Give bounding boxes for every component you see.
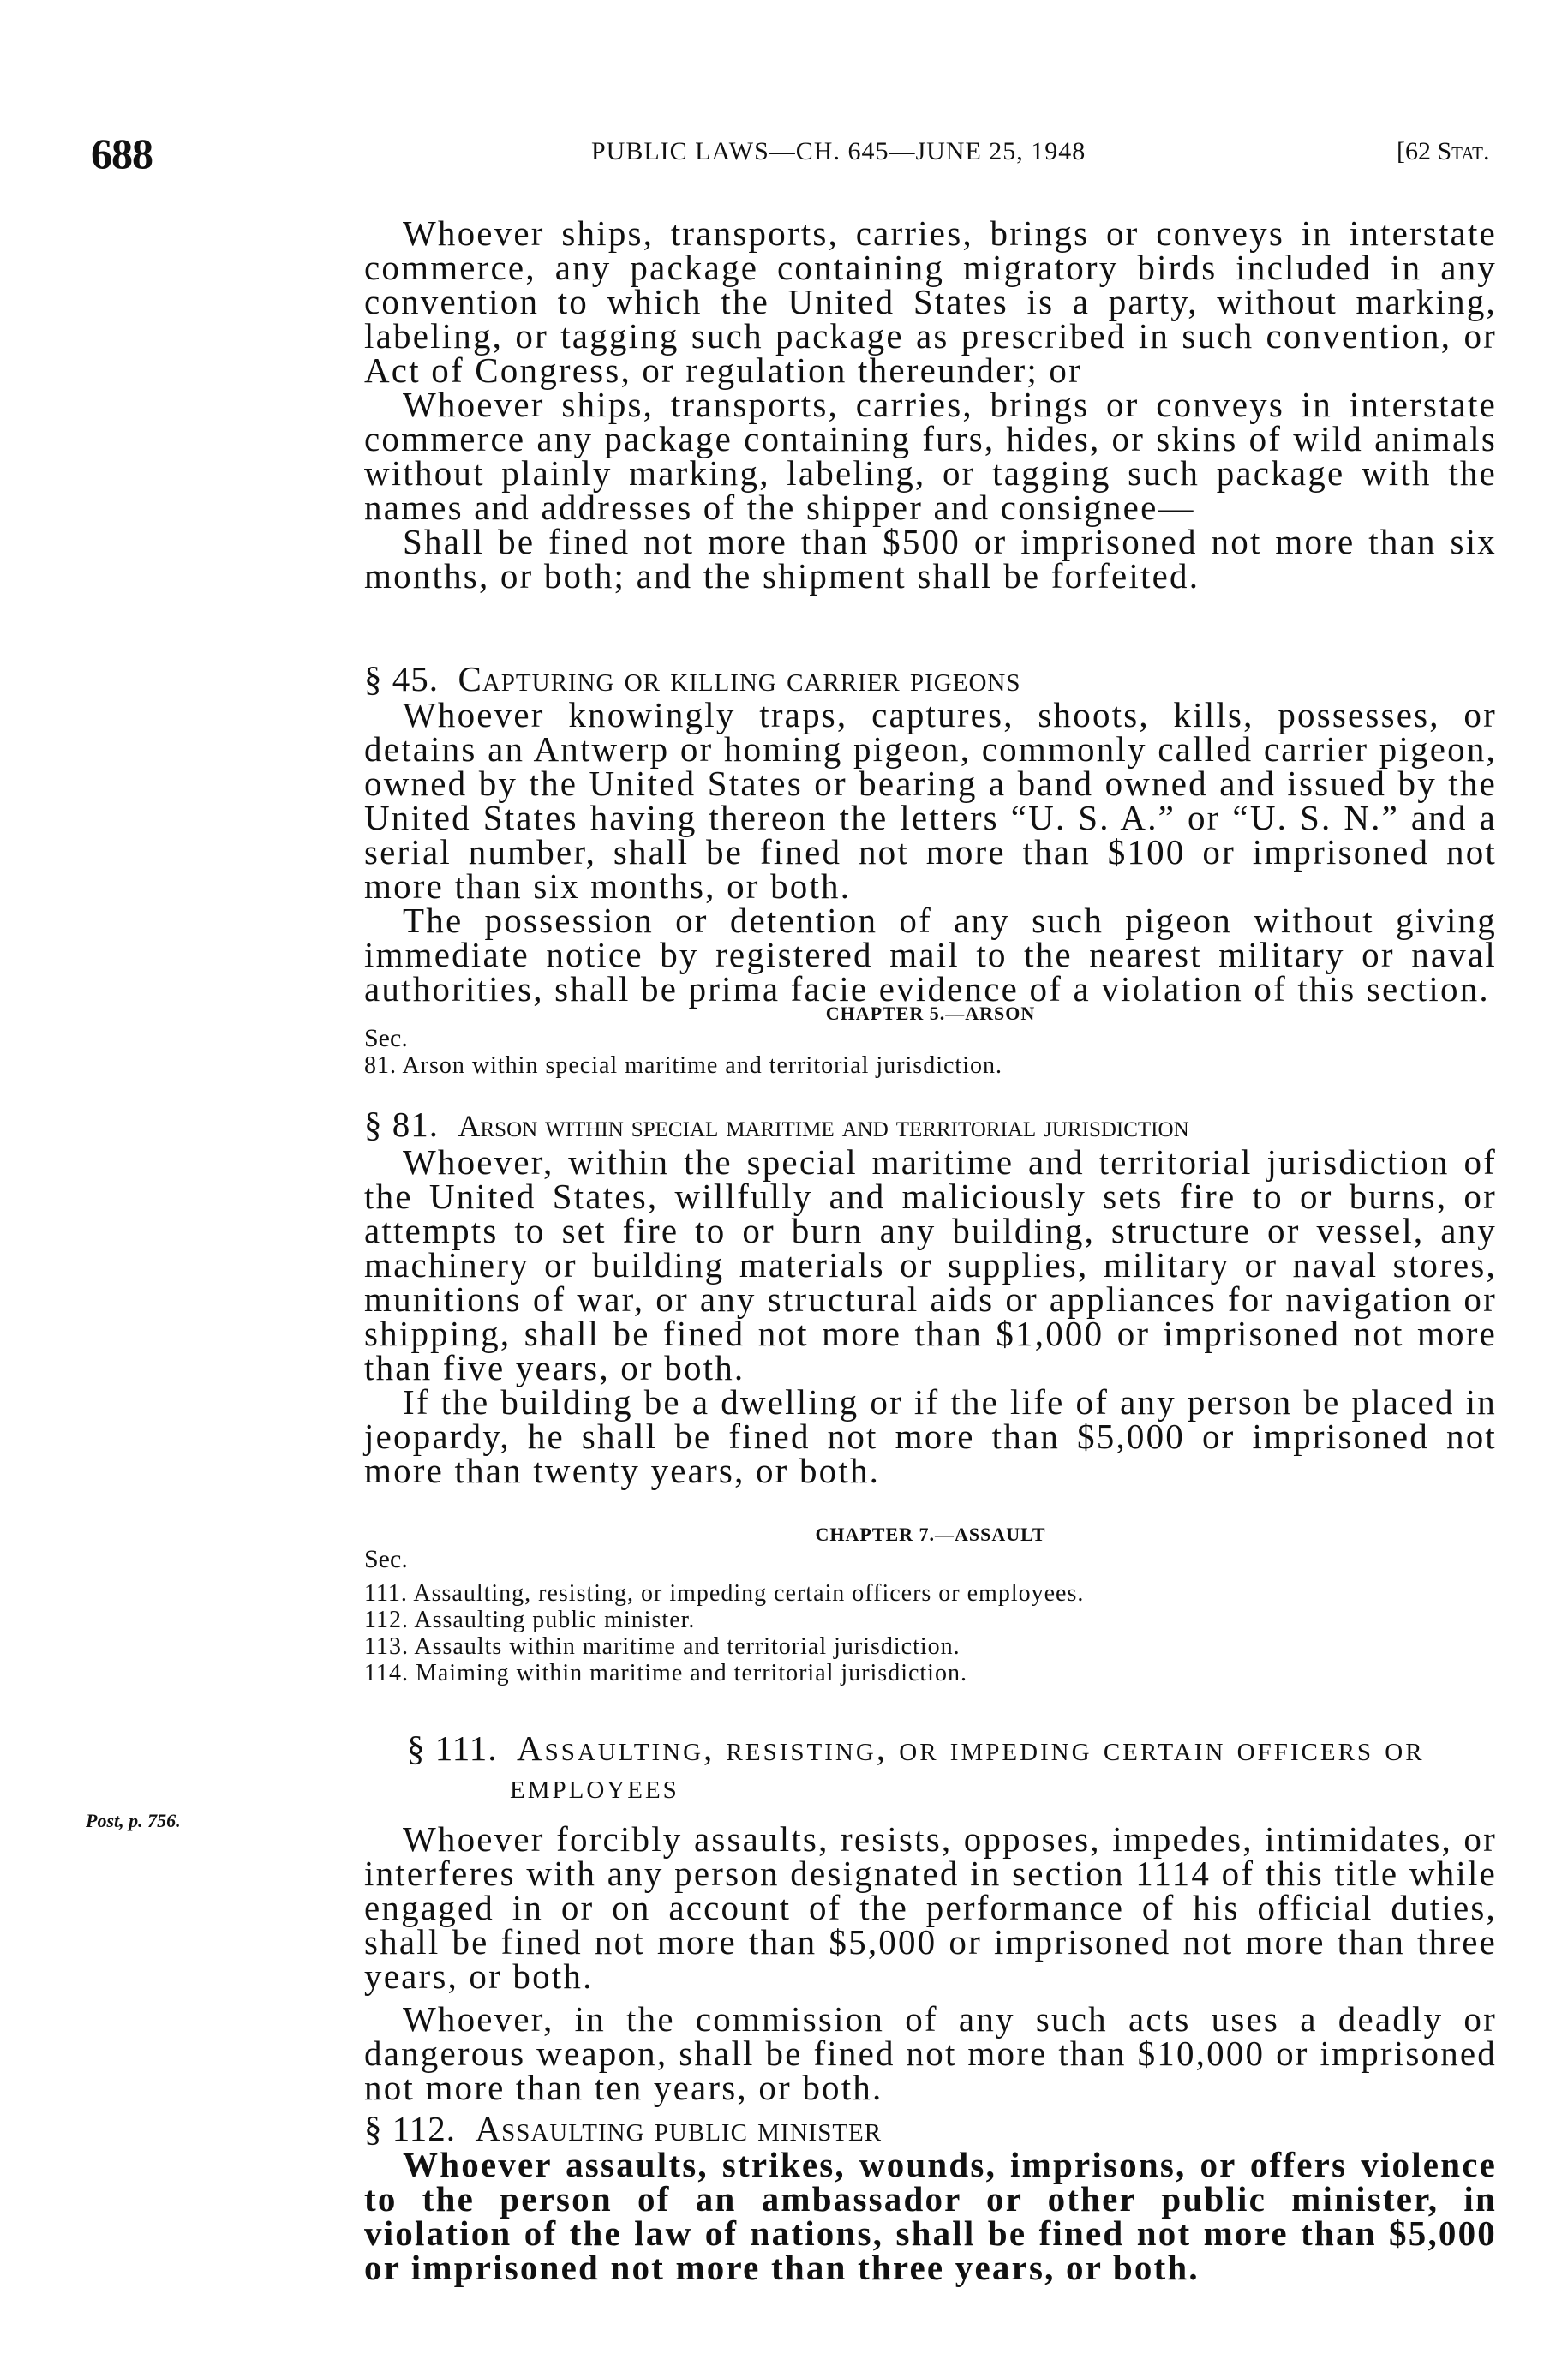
chapter-5-toc <box>364 1003 1497 1079</box>
section-heading <box>364 2110 1497 2147</box>
chapter-title: CHAPTER 7.—ASSAULT <box>815 1524 1046 1545</box>
paragraph: The possession or detention of any such pigeon without giving immediate notice by registered mail to the nearest military or naval authorities, shall be prima facie evidence of a violation of this section. <box>364 901 1497 1009</box>
section-number: § 81. <box>364 1105 439 1144</box>
section-111 <box>364 1729 1497 2105</box>
toc-item: 111. Assaulting, resisting, or impeding certain officers or employees. <box>364 1580 1085 1607</box>
section-112 <box>364 2110 1497 2285</box>
stat-label: Stat. <box>1437 137 1490 165</box>
statute-reference <box>1397 137 1490 166</box>
section-title: Arson within special maritime and territorial jurisdiction <box>458 1109 1189 1143</box>
page-number: 688 <box>91 129 153 177</box>
toc-item: 81. Arson within special maritime and territorial jurisdiction. <box>364 1052 1002 1079</box>
sec-label: Sec. <box>364 1545 408 1573</box>
section-title: Assaulting, resisting, or impeding certain officers or employees <box>510 1728 1425 1806</box>
section-heading <box>364 1105 1497 1145</box>
margin-note: Post, p. 756. <box>86 1810 181 1831</box>
section-number: § 111. <box>407 1728 498 1768</box>
paragraph: Whoever knowingly traps, captures, shoots, kills, possesses, or detains an Antwerp or homing pigeon, commonly called carrier pigeon, owned by the United States or bearing a band owned and issued by the United States having thereon the letters “U. S. A.” or “U. S. N.” and a serial number, shall be fined not more than $100 or imprisoned not more than six months, or both. <box>364 695 1497 906</box>
paragraph: Whoever, in the commission of any such acts uses a deadly or dangerous weapon, shall be fined not more than $10,000 or imprisoned not more than ten years, or both. <box>364 1999 1497 2107</box>
paragraph: Shall be fined not more than $500 or imprisoned not more than six months, or both; and the shipment shall be forfeited. <box>364 522 1497 596</box>
section-81 <box>364 1105 1497 1488</box>
paragraph: Whoever forcibly assaults, resists, opposes, impedes, intimidates, or interferes with any person designated in section 1114 of this title while engaged in or on account of the performance of his official duties, shall be fined not more than $5,000 or imprisoned not more than three years, or both. <box>364 1819 1497 1996</box>
section-heading <box>364 660 1497 698</box>
paragraph: Whoever ships, transports, carries, brings or conveys in interstate commerce any package containing furs, hides, or skins of wild animals without plainly marking, labeling, or tagging such package with the names and addresses of the shipper and consignee— <box>364 385 1497 527</box>
paragraph: Whoever, within the special maritime and territorial jurisdiction of the United States, willfully and maliciously sets fire to or burns, or attempts to set fire to or burn any building, structure or vessel, any machinery or building materials or supplies, military or naval stores, munitions of war, or any structural aids or appliances for navigation or shipping, shall be fined not more than $1,000 or imprisoned not more than five years, or both. <box>364 1142 1497 1387</box>
running-title: PUBLIC LAWS—CH. 645—JUNE 25, 1948 <box>591 137 1086 165</box>
section-title: Assaulting public minister <box>475 2109 883 2148</box>
chapter-title: CHAPTER 5.—ARSON <box>825 1003 1036 1024</box>
section-title: Capturing or killing carrier pigeons <box>458 659 1021 698</box>
toc-item: 113. Assaults within maritime and territorial jurisdiction. <box>364 1633 961 1660</box>
block-1 <box>364 213 1497 596</box>
section-heading <box>364 1729 1497 1805</box>
toc-item: 114. Maiming within maritime and territorial jurisdiction. <box>364 1660 967 1686</box>
section-number: § 112. <box>364 2109 456 2148</box>
section-45 <box>364 659 1497 1009</box>
paragraph: If the building be a dwelling or if the life of any person be placed in jeopardy, he shall be fined not more than $5,000 or imprisoned not more than twenty years, or both. <box>364 1382 1497 1490</box>
paragraph: Whoever ships, transports, carries, brings or conveys in interstate commerce, any package containing migratory birds included in any convention to which the United States is a party, without marking, labeling, or tagging such package as prescribed in such convention, or Act of Congress, or regulation thereunder; or <box>364 213 1497 390</box>
paragraph: Whoever assaults, strikes, wounds, imprisons, or offers violence to the person of an ambassador or other public minister, in violation of the law of nations, shall be fined not more than $5,000 or imprisoned not more than three years, or both. <box>364 2145 1497 2287</box>
stat-volume: [62 <box>1397 137 1438 165</box>
toc-item: 112. Assaulting public minister. <box>364 1607 696 1633</box>
section-number: § 45. <box>364 659 439 698</box>
sec-label: Sec. <box>364 1024 408 1052</box>
chapter-7-toc <box>364 1524 1497 1686</box>
